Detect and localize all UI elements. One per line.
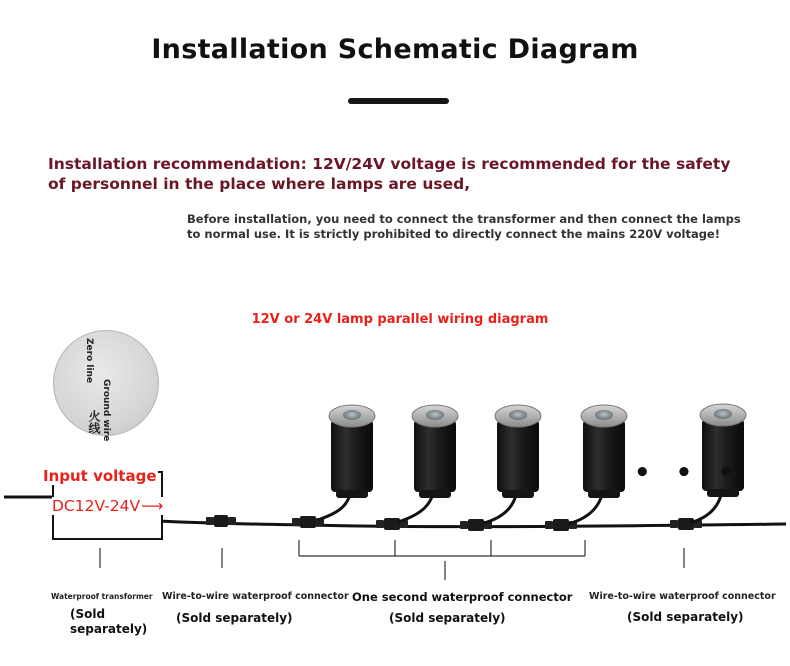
connector-right-label: Wire-to-wire waterproof connector — [589, 591, 776, 602]
transformer-sold-label: (Sold separately) — [70, 607, 148, 636]
fire-line-label: 火线 — [87, 410, 101, 434]
lamp-icon — [568, 405, 627, 524]
connector-mid-label: One second waterproof connector — [352, 590, 573, 604]
arrow-right-icon: ⟶ — [141, 497, 164, 515]
input-voltage-label: Input voltage — [43, 467, 157, 485]
lamp-icon — [318, 405, 375, 520]
lamp-icon — [484, 405, 541, 523]
ground-wire-label: Ground wire — [101, 379, 111, 442]
wiring-diagram-title: 12V or 24V lamp parallel wiring diagram — [251, 312, 549, 327]
connector-bracket — [299, 540, 585, 580]
connector-left-sold-label: (Sold separately) — [176, 611, 293, 625]
more-lamps-ellipsis: • • • — [634, 458, 742, 488]
dc-voltage-label: DC12V-24V⟶ — [52, 497, 164, 515]
connector-right-sold-label: (Sold separately) — [627, 610, 744, 624]
connector-mid-sold-label: (Sold separately) — [389, 611, 506, 625]
installation-note: Before installation, you need to connect the transformer and then connect the lamps to normal use. It is strictly prohibited to directly connect the mains 220V voltage! — [187, 212, 741, 241]
installation-recommendation: Installation recommendation: 12V/24V voltage is recommended for the safety of personnel in the place where lamps are used, — [48, 155, 731, 193]
zero-line-label: Zero line — [84, 338, 94, 384]
lamp-icon — [398, 405, 458, 522]
page-title: Installation Schematic Diagram — [151, 34, 639, 65]
waterproof-connector — [545, 519, 577, 531]
waterproof-connector — [206, 515, 236, 527]
transformer-label: Waterproof transformer — [51, 592, 153, 601]
connector-left-label: Wire-to-wire waterproof connector — [162, 591, 349, 602]
